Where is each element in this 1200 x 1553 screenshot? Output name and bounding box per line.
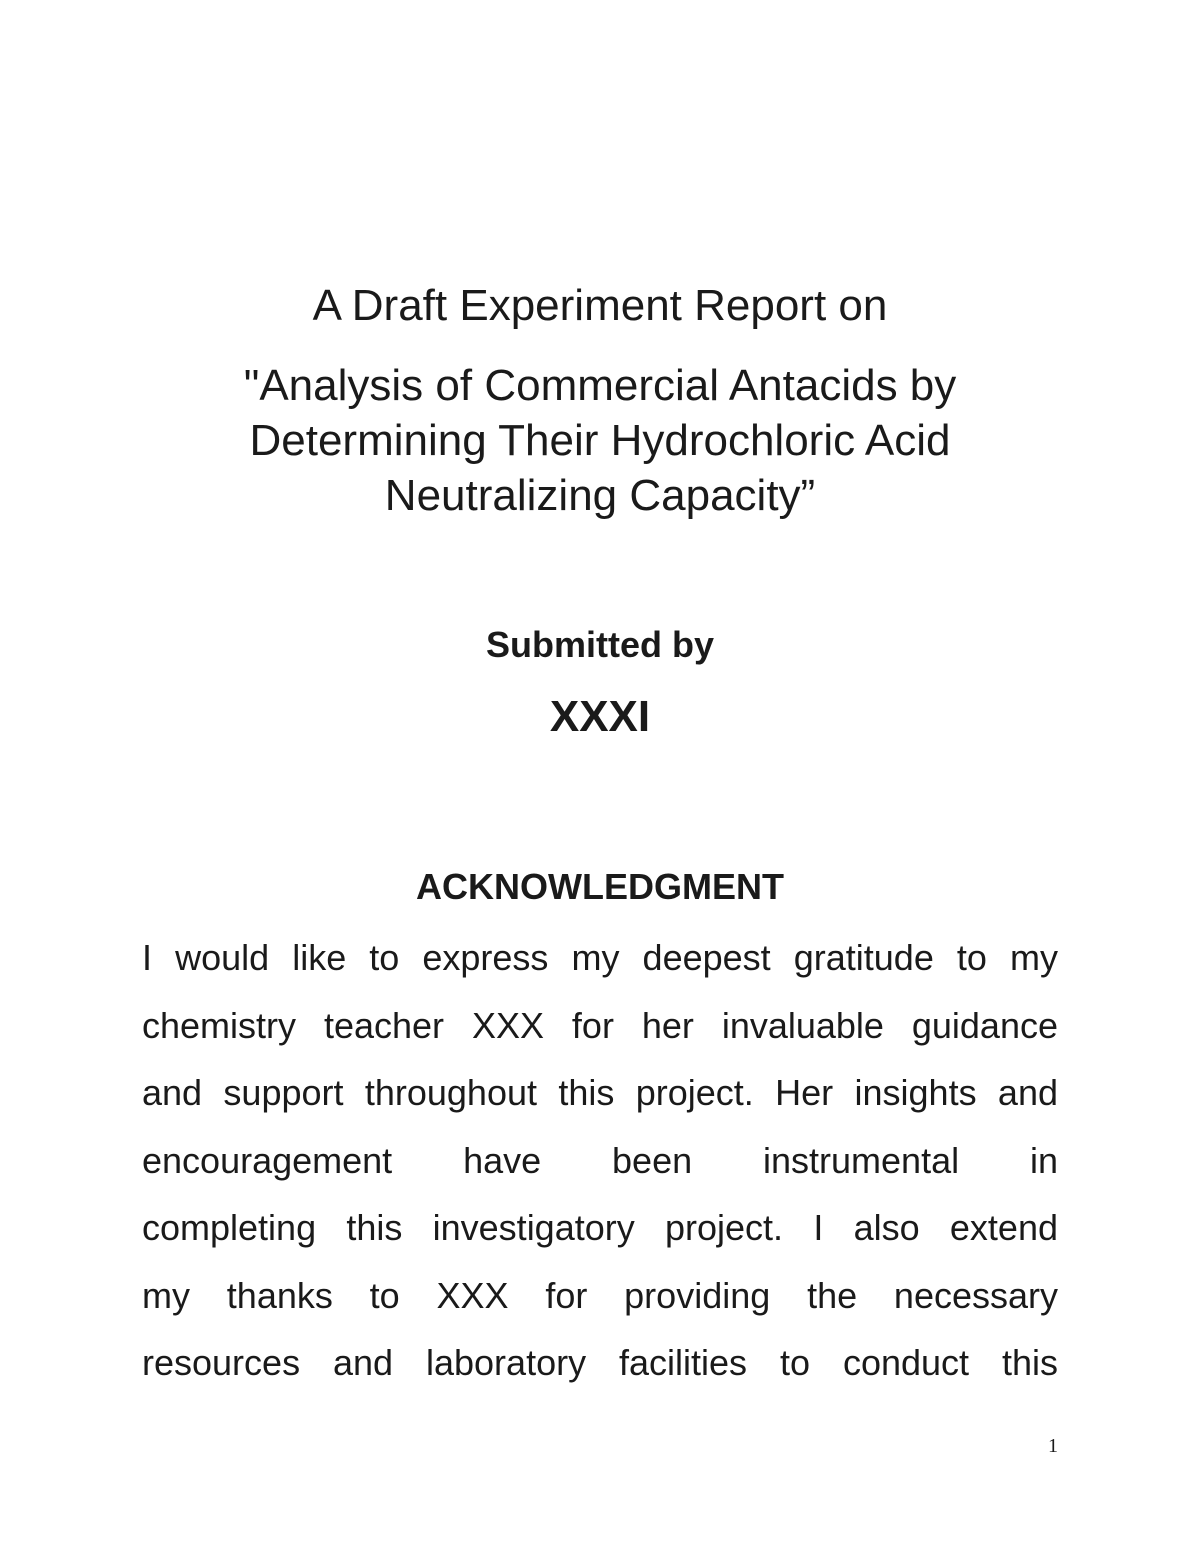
report-title-line: "Analysis of Commercial Antacids by [243,361,957,410]
report-title-line: Determining Their Hydrochloric Acid [249,416,951,465]
report-title-line: Neutralizing Capacity” [384,471,816,520]
acknowledgment-heading: ACKNOWLEDGMENT [416,866,784,907]
report-title [0,358,1200,523]
acknowledgment-line: completing this investigatory project. I also extend [142,1207,1058,1248]
report-heading: A Draft Experiment Report on [312,281,888,330]
submitted-by-label: Submitted by [485,624,714,665]
acknowledgment-line: chemistry teacher XXX for her invaluable guidance [142,1004,1058,1046]
acknowledgment-line: resources and laboratory facilities to conduct this [142,1342,1058,1383]
acknowledgment-line: and support throughout this project. Her insights and [142,1072,1058,1113]
acknowledgment-line: my thanks to XXX for providing the necessary [142,1274,1058,1316]
author-name: XXXI [549,692,651,741]
page-number: 1 [1048,1435,1058,1457]
acknowledgment-body [142,924,1058,1397]
acknowledgment-line: I would like to express my deepest gratitude to my [142,937,1058,978]
acknowledgment-line: encouragement have been instrumental in [142,1139,1058,1181]
